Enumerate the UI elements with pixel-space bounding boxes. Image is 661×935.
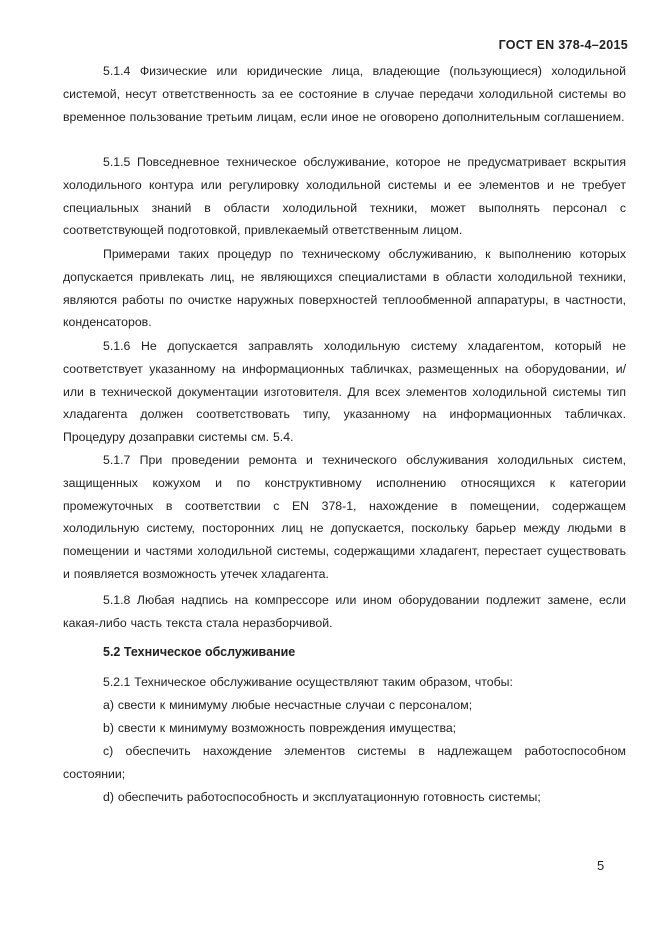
paragraph-5-2-1: 5.2.1 Техническое обслуживание осуществляют таким образом, чтобы: bbox=[103, 675, 513, 689]
paragraph-5-1-7: 5.1.7 При проведении ремонта и технического обслуживания холодильных систем, защищенных кожухом и по конструктивному исполнению относящихся к категории промежуточных в соответствии с EN 378-1, нахождение в помещении, содержащем холодильную систему, посторонних лиц не допускается, поскольку барьер между людьми в помещении и частями холодильной системы, содержащими хладагент, перестает существовать и появляется возможность утечек хладагента. bbox=[63, 453, 626, 581]
paragraph-5-1-4: 5.1.4 Физические или юридические лица, владеющие (пользующиеся) холодильной системой, несут ответственность за ее состояние в случае передачи холодильной системы во временное пользование третьим лицам, если иное не оговорено дополнительным соглашением. bbox=[63, 64, 626, 124]
list-item-d: d) обеспечить работоспособность и эксплуатационную готовность системы; bbox=[103, 790, 541, 804]
list-item-b: b) свести к минимуму возможность повреждения имущества; bbox=[103, 721, 457, 735]
page-number: 5 bbox=[597, 858, 605, 873]
standard-header: ГОСТ EN 378-4–2015 bbox=[498, 38, 628, 52]
paragraph-5-1-5-examples: Примерами таких процедур по техническому обслуживанию, к выполнению которых допускается привлекать лиц, не являющихся специалистами в области холодильной техники, являются работы по очистке наружных поверхностей теплообменной аппаратуры, в частности, конденсаторов. bbox=[63, 247, 626, 330]
paragraph-5-1-8: 5.1.8 Любая надпись на компрессоре или ином оборудовании подлежит замене, если какая-либо часть текста стала неразборчивой. bbox=[63, 593, 626, 630]
paragraph-5-1-6: 5.1.6 Не допускается заправлять холодильную систему хладагентом, который не соответствует указанному на информационных табличках, размещенных на оборудовании, и/или в технической документации изготовителя. Для всех элементов холодильной системы тип хладагента должен соответствовать типу, указанному на информационных табличках. Процедуру дозаправки системы см. 5.4. bbox=[63, 339, 626, 445]
list-item-c: c) обеспечить нахождение элементов системы в надлежащем работоспособном состоянии; bbox=[63, 744, 626, 781]
section-heading: 5.2 Техническое обслуживание bbox=[103, 645, 296, 659]
list-item-a: a) свести к минимуму любые несчастные случаи с персоналом; bbox=[103, 698, 473, 712]
paragraph-5-1-5: 5.1.5 Повседневное техническое обслуживание, которое не предусматривает вскрытия холодильного контура или регулировку холодильной системы и ее элементов и не требует специальных знаний в области холодильной техники, может выполнять персонал с соответствующей подготовкой, привлекаемый ответственным лицом. bbox=[63, 155, 626, 238]
